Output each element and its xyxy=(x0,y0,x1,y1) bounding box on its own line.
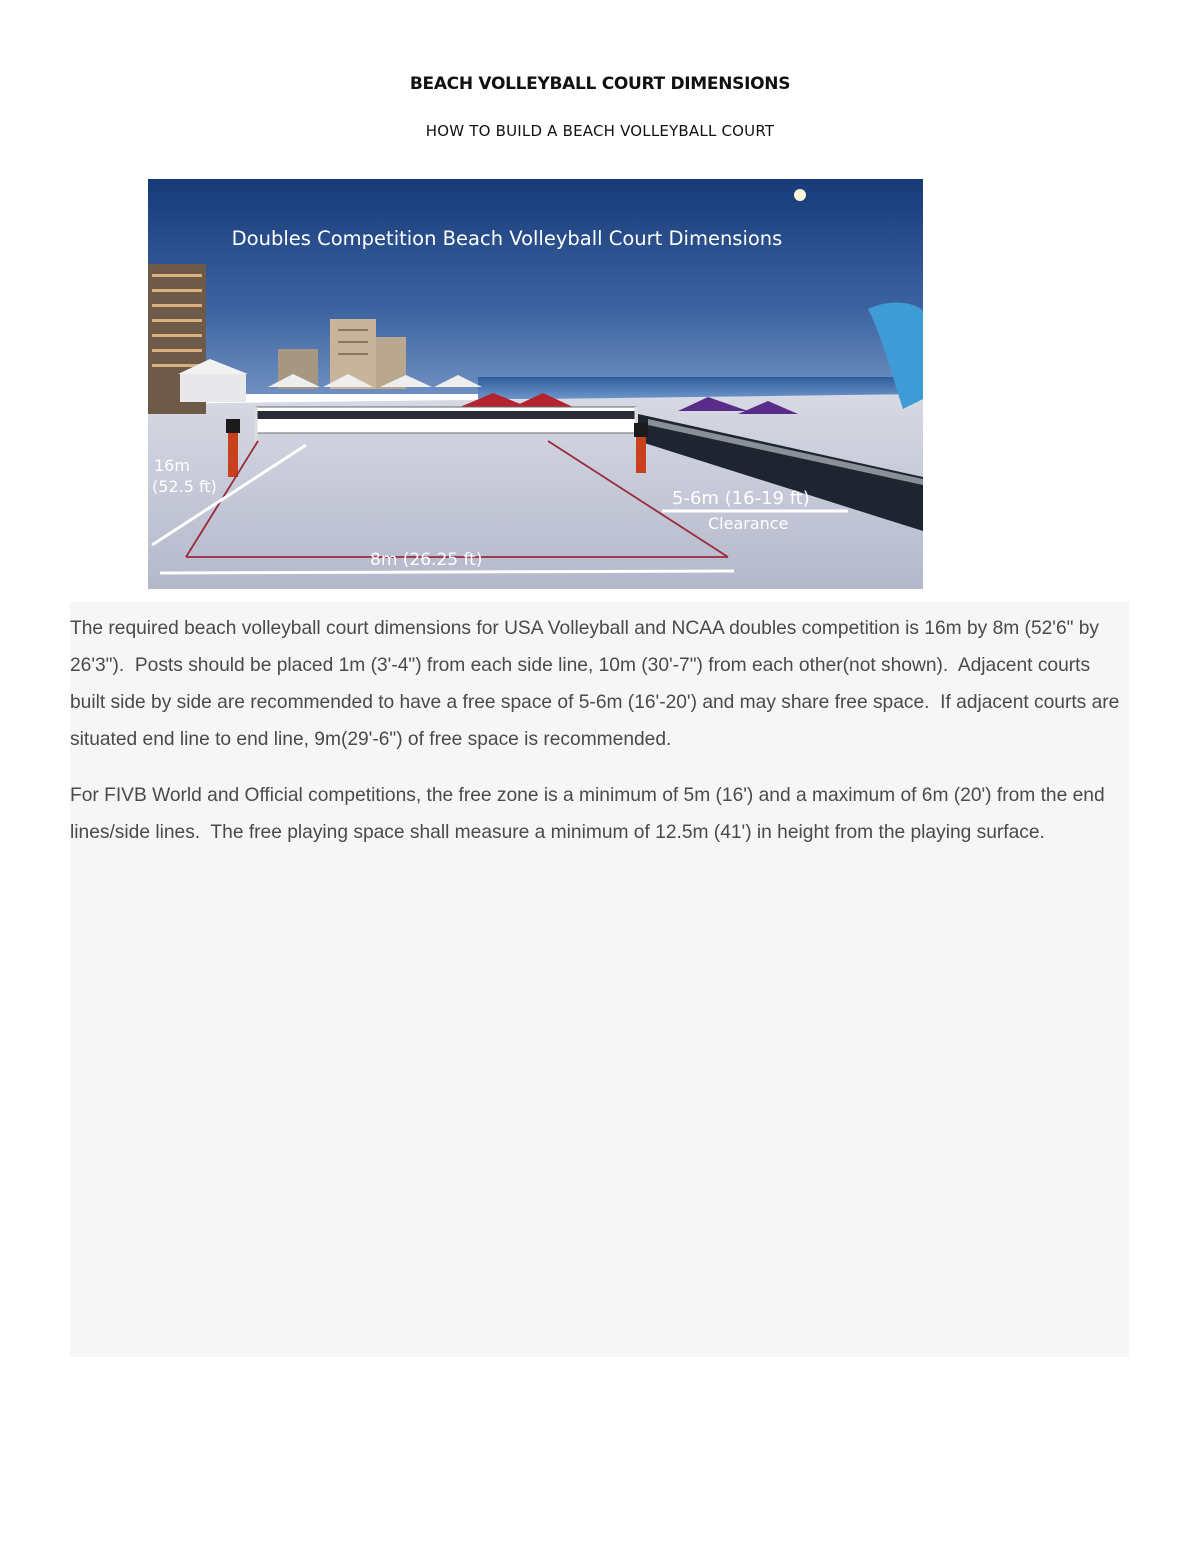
court-dimensions-photo xyxy=(148,179,923,589)
clearance-label: Clearance xyxy=(708,514,789,533)
document-subtitle: HOW TO BUILD A BEACH VOLLEYBALL COURT xyxy=(425,122,775,140)
length-label-feet: (52.5 ft) xyxy=(152,477,217,496)
photo-heading: Doubles Competition Beach Volleyball Court Dimensions xyxy=(231,227,783,250)
width-label: 8m (26.25 ft) xyxy=(370,550,483,570)
body-paragraph-2: For FIVB World and Official competitions, the free zone is a minimum of 5m (16') and a maximum of 6m (20') from the end lines/side lines. The free playing space shall measure a minimum of 12.5m (41') in height from the playing surface. xyxy=(70,785,1110,843)
document-title: BEACH VOLLEYBALL COURT DIMENSIONS xyxy=(409,74,791,94)
body-text-panel xyxy=(70,602,1129,1357)
left-post xyxy=(228,427,238,477)
sky xyxy=(148,179,923,394)
moon xyxy=(794,189,806,201)
length-label-meters: 16m xyxy=(154,456,190,475)
clearance-value: 5-6m (16-19 ft) xyxy=(672,488,810,509)
body-paragraph-1: The required beach volleyball court dimensions for USA Volleyball and NCAA doubles competition is 16m by 8m (52'6" by 26'3"). Posts should be placed 1m (3'-4") from each side line, 10m (30'-7") from each other(not shown). Adjacent courts built side by side are recommended to have a free space of 5-6m (16'-20') and may share free space. If adjacent courts are situated end line to end line, 9m(29'-6") of free space is recommended. xyxy=(70,618,1125,750)
